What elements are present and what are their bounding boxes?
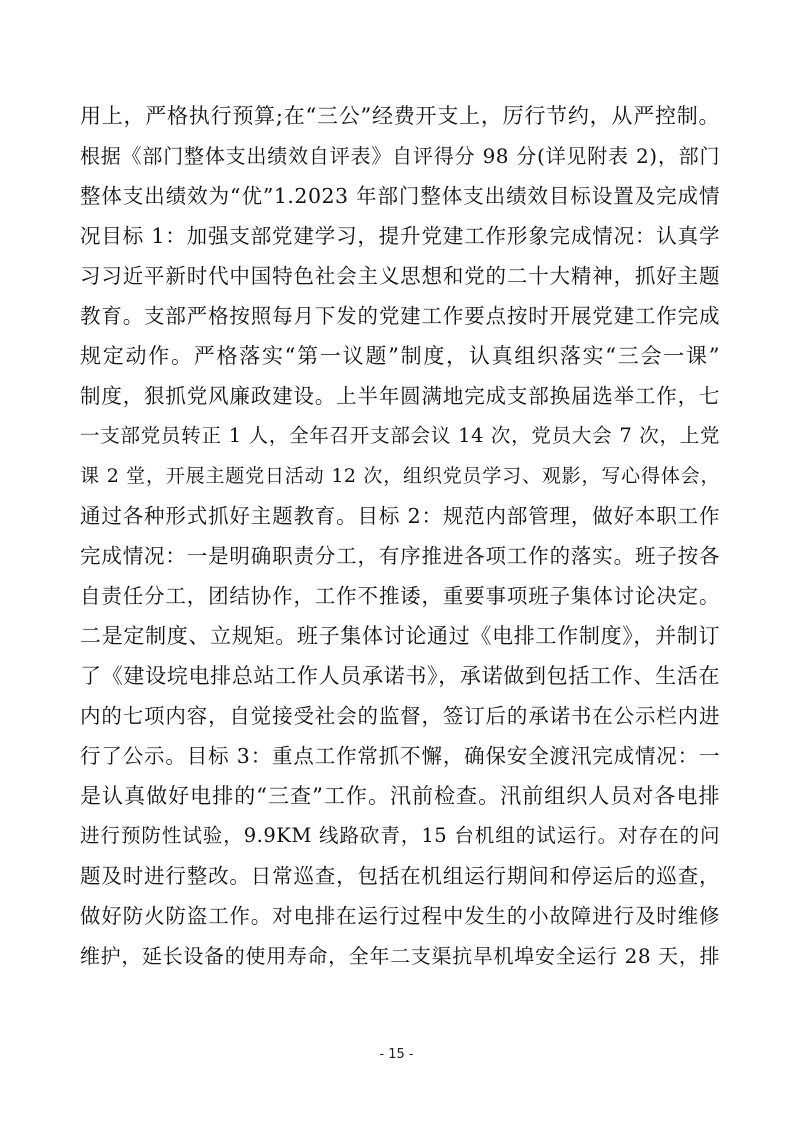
text-line-11: 通过各种形式抓好主题教育。目标 2：规范内部管理，做好本职工作 (80, 504, 720, 528)
document-body (80, 96, 720, 976)
text-line-15: 了《建设垸电排总站工作人员承诺书》，承诺做到包括工作、生活在 (80, 664, 720, 688)
text-line-10: 课 2 堂，开展主题党日活动 12 次，组织党员学习、观影，写心得体会， (80, 465, 720, 487)
text-line-17: 行了公示。目标 3：重点工作常抓不懈，确保安全渡汛完成情况：一 (80, 744, 720, 768)
text-line-19: 进行预防性试验，9.9KM 线路砍青，15 台机组的试运行。对存在的问 (80, 824, 720, 847)
text-line-8: 制度，狠抓党风廉政建设。上半年圆满地完成支部换届选举工作，七 (80, 384, 720, 408)
text-line-22: 维护，延长设备的使用寿命，全年二支渠抗旱机埠安全运行 28 天，排 (80, 944, 720, 968)
text-line-7: 规定动作。严格落实“第一议题”制度，认真组织落实“三会一课” (80, 344, 720, 368)
text-line-18: 是认真做好电排的“三查”工作。汛前检查。汛前组织人员对各电排 (80, 784, 720, 808)
text-line-12: 完成情况：一是明确职责分工，有序推进各项工作的落实。班子按各 (80, 544, 720, 568)
text-line-9: 一支部党员转正 1 人，全年召开支部会议 14 次，党员大会 7 次，上党 (80, 424, 720, 447)
text-line-14: 二是定制度、立规矩。班子集体讨论通过《电排工作制度》，并制订 (80, 624, 720, 648)
text-line-6: 教育。支部严格按照每月下发的党建工作要点按时开展党建工作完成 (80, 304, 720, 328)
text-line-20: 题及时进行整改。日常巡查，包括在机组运行期间和停运后的巡查， (80, 864, 720, 888)
text-line-3: 整体支出绩效为“优”1.2023 年部门整体支出绩效目标设置及完成情 (80, 184, 720, 208)
page-number: - 15 - (379, 1047, 414, 1062)
text-line-16: 内的七项内容，自觉接受社会的监督，签订后的承诺书在公示栏内进 (80, 704, 720, 728)
text-line-4: 况目标 1：加强支部党建学习，提升党建工作形象完成情况：认真学 (80, 224, 720, 248)
text-line-2: 根据《部门整体支出绩效自评表》自评得分 98 分(详见附表 2)，部门 (80, 144, 720, 168)
text-line-13: 自责任分工，团结协作，工作不推诿，重要事项班子集体讨论决定。 (80, 584, 720, 608)
text-line-1: 用上，严格执行预算;在“三公”经费开支上，厉行节约，从严控制。 (80, 104, 720, 128)
text-line-21: 做好防火防盗工作。对电排在运行过程中发生的小故障进行及时维修 (80, 904, 720, 928)
text-line-5: 习习近平新时代中国特色社会主义思想和党的二十大精神，抓好主题 (80, 264, 720, 288)
